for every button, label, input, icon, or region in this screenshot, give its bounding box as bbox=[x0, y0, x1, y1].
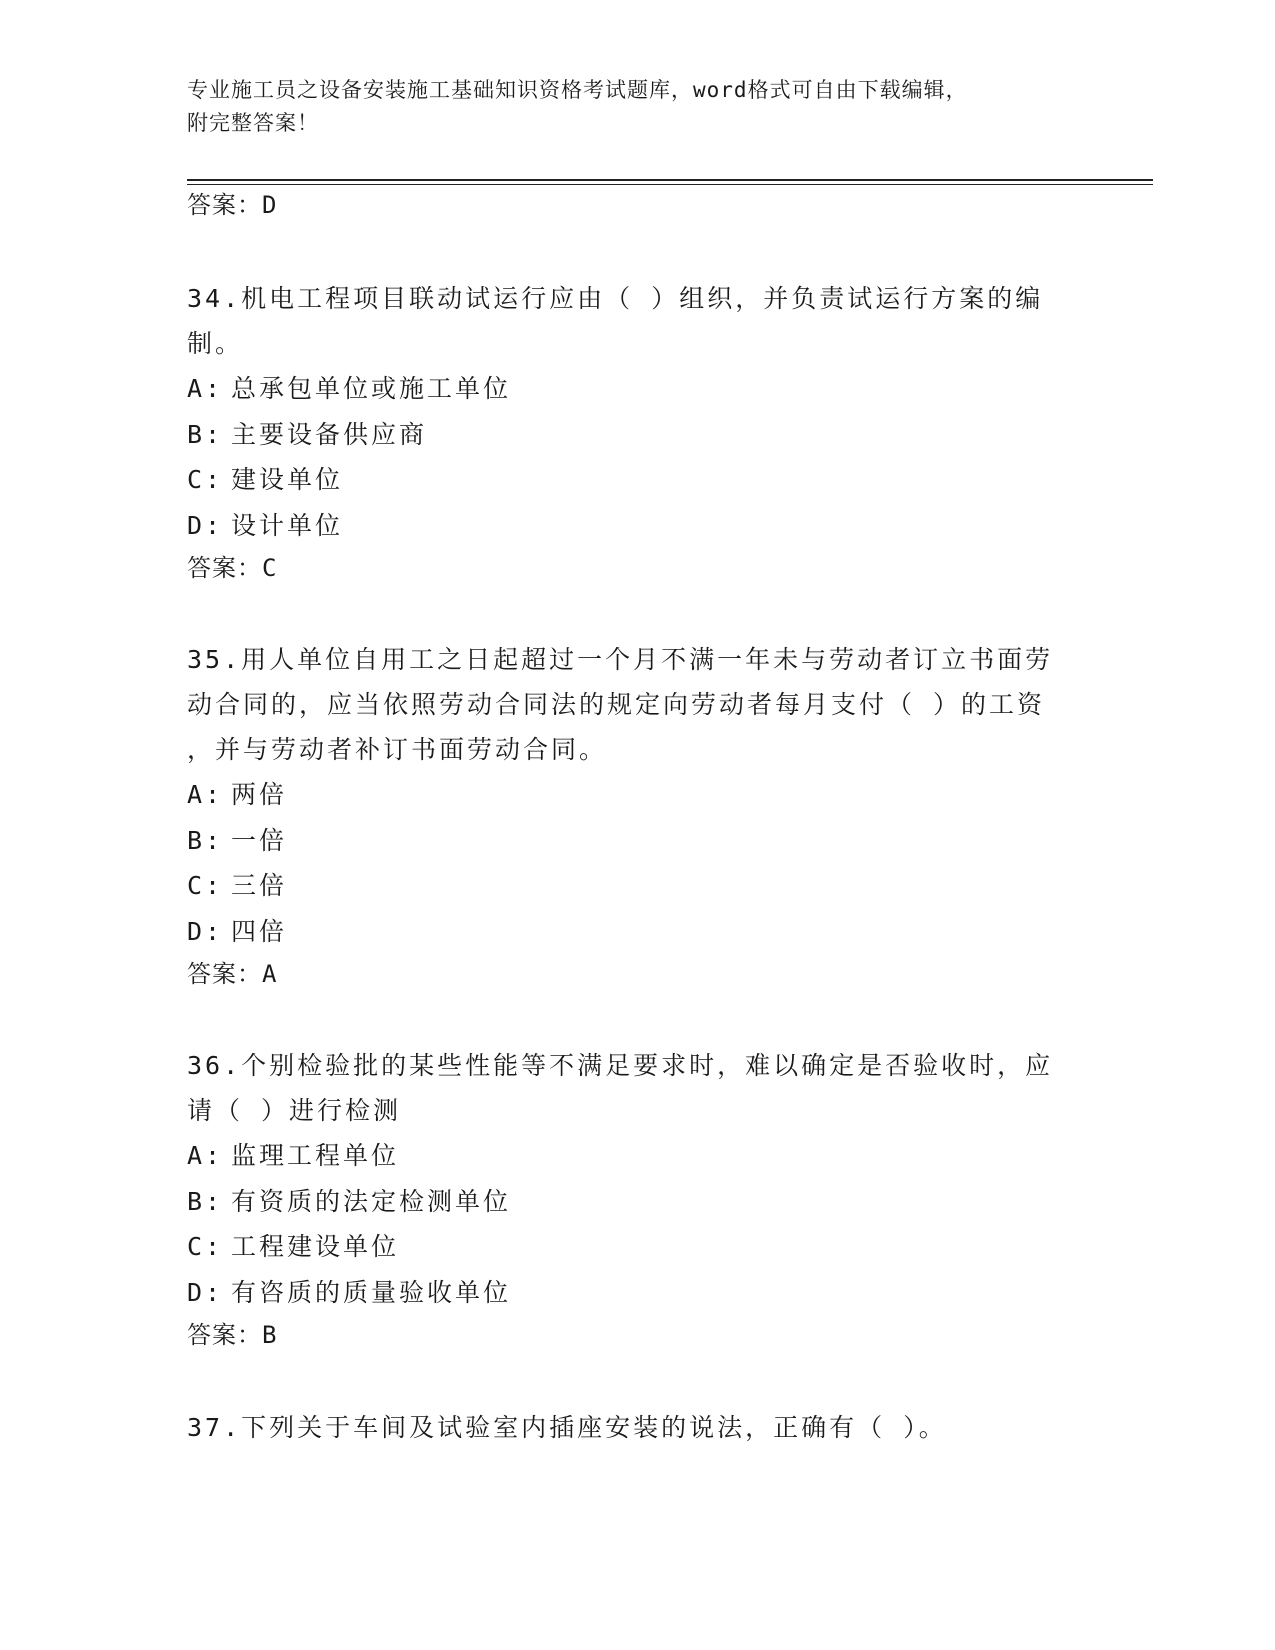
option-letter: B: bbox=[187, 1186, 224, 1216]
stem-line: 34.机电工程项目联动试运行应由（ ）组织，并负责试运行方案的编 bbox=[187, 284, 1044, 313]
option-letter: B: bbox=[187, 825, 224, 855]
answer-value: A bbox=[262, 960, 278, 988]
stem-line: 制。 bbox=[187, 329, 244, 358]
option-a bbox=[187, 772, 1087, 818]
answer-label: 答案： bbox=[187, 554, 262, 582]
question-stem bbox=[187, 1405, 1087, 1450]
option-text: 有咨质的质量验收单位 bbox=[231, 1277, 512, 1307]
option-text: 三倍 bbox=[231, 871, 288, 900]
stem-line: 动合同的，应当依照劳动合同法的规定向劳动者每月支付（ ）的工资 bbox=[187, 690, 1046, 719]
stem-line: 请（ ）进行检测 bbox=[187, 1096, 402, 1125]
question-stem bbox=[187, 637, 1087, 772]
option-letter: D: bbox=[187, 510, 224, 540]
option-letter: A: bbox=[187, 1141, 224, 1170]
option-b bbox=[187, 1179, 1087, 1225]
option-text: 四倍 bbox=[231, 916, 288, 946]
question-stem bbox=[187, 1043, 1087, 1133]
option-a bbox=[187, 1133, 1087, 1179]
header-line-2: 附完整答案！ bbox=[187, 111, 319, 135]
stem-line: 36.个别检验批的某些性能等不满足要求时，难以确定是否验收时，应 bbox=[187, 1051, 1054, 1080]
option-letter: D: bbox=[187, 1277, 224, 1307]
option-b bbox=[187, 818, 1087, 864]
option-text: 有资质的法定检测单位 bbox=[231, 1186, 512, 1216]
header-divider-thick bbox=[187, 179, 1153, 181]
option-letter: C: bbox=[187, 871, 224, 900]
option-text: 监理工程单位 bbox=[231, 1141, 400, 1170]
stem-line: ，并与劳动者补订书面劳动合同。 bbox=[187, 735, 608, 764]
option-text: 主要设备供应商 bbox=[231, 419, 428, 449]
option-c bbox=[187, 457, 1087, 503]
option-letter: D: bbox=[187, 916, 224, 946]
option-text: 设计单位 bbox=[231, 510, 344, 540]
answer-35 bbox=[187, 957, 277, 991]
option-text: 工程建设单位 bbox=[231, 1232, 400, 1261]
answer-value: D bbox=[262, 191, 278, 219]
option-letter: A: bbox=[187, 374, 224, 403]
stem-line: 35.用人单位自用工之日起超过一个月不满一年未与劳动者订立书面劳 bbox=[187, 645, 1054, 674]
answer-34 bbox=[187, 551, 277, 585]
option-d bbox=[187, 909, 1087, 955]
question-34 bbox=[187, 276, 1087, 548]
option-text: 一倍 bbox=[231, 825, 288, 855]
answer-value: C bbox=[262, 554, 278, 582]
answer-36 bbox=[187, 1318, 277, 1352]
answer-label: 答案： bbox=[187, 1321, 262, 1349]
answer-label: 答案： bbox=[187, 191, 262, 219]
header-line-1: 专业施工员之设备安装施工基础知识资格考试题库，word格式可自由下载编辑， bbox=[187, 78, 968, 102]
option-a bbox=[187, 366, 1087, 412]
option-c bbox=[187, 1224, 1087, 1270]
header-divider-thin bbox=[187, 184, 1153, 185]
question-37 bbox=[187, 1405, 1087, 1450]
option-text: 建设单位 bbox=[231, 465, 344, 494]
option-letter: C: bbox=[187, 1232, 224, 1261]
answer-value: B bbox=[262, 1321, 278, 1349]
question-36 bbox=[187, 1043, 1087, 1315]
question-stem bbox=[187, 276, 1087, 366]
option-letter: B: bbox=[187, 419, 224, 449]
stem-line: 37.下列关于车间及试验室内插座安装的说法，正确有（ ）。 bbox=[187, 1413, 947, 1442]
option-text: 两倍 bbox=[231, 780, 288, 809]
question-35 bbox=[187, 637, 1087, 954]
document-header bbox=[187, 74, 1067, 140]
option-c bbox=[187, 863, 1087, 909]
answer-prev bbox=[187, 188, 277, 222]
option-letter: C: bbox=[187, 465, 224, 494]
answer-label: 答案： bbox=[187, 960, 262, 988]
option-letter: A: bbox=[187, 780, 224, 809]
option-b bbox=[187, 412, 1087, 458]
option-d bbox=[187, 1270, 1087, 1316]
option-text: 总承包单位或施工单位 bbox=[231, 374, 512, 403]
option-d bbox=[187, 503, 1087, 549]
